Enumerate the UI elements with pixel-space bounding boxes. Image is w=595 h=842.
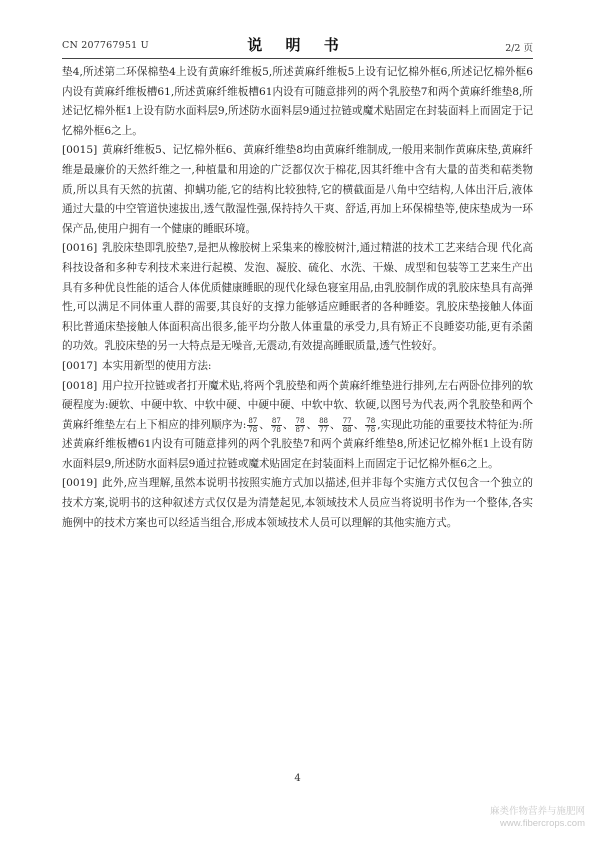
paragraph-text: 黄麻纤维板5、记忆棉外框6、黄麻纤维垫8均由黄麻纤维制成,一般用来制作黄麻床垫,黄麻纤维是最廉价的天然纤维之一,种植量和用途的广泛都仅次于棉花,因其纤维中含有大量的苗类和萜类物质,所以具有天然的抗菌、抑螨功能,它的结构比较独特,它的横截面是八角中空结构,人体出汗后,液体通过大量的中空管道快速拔出,透气散湿性强,保持持久干爽、舒适,再加上环保棉垫等,使床垫成为一环保产品,使用户拥有一个健康的睡眠环境。: [62, 144, 533, 235]
fraction-separator: 、: [259, 418, 270, 431]
fraction-denominator: 77: [319, 425, 329, 434]
paragraph-continuation: 垫4,所述第二环保棉垫4上设有黄麻纤维板5,所述黄麻纤维板5上设有记忆棉外框6,所述记忆棉外框6内设有黄麻纤维板槽61,所述黄麻纤维板槽61内设有可随意排列的两个乳胶垫7和两个黄麻纤维垫8,所述记忆棉外框1上设有防水面料层9,所述防水面料层9通过拉链或魔术贴固定在封装面料上而固定于记忆棉外框6之上。: [62, 66, 533, 137]
paragraph-text: 用户拉开拉链或者打开魔术贴,将两个乳胶垫和两个黄麻纤维垫进行排列,左右两卧位排列的软硬程度为:硬软、中硬中软、中软中硬、中硬中硬、中软中软、软硬,以图号为代表,两个乳胶垫和两个黄麻纤维垫左右上下相应的排列顺序为:: [62, 379, 533, 431]
paragraph-0017: [62, 357, 533, 377]
arrangement-fraction: [247, 417, 258, 434]
site-watermark: [490, 806, 585, 830]
page-indicator: 2/2 页: [505, 43, 533, 54]
paragraph-number: [0019]: [62, 477, 98, 490]
paragraph-number: [0018]: [62, 379, 98, 392]
arrangement-fraction: [271, 417, 282, 434]
paragraph-number: [0017]: [62, 359, 98, 372]
arrangement-fractions: [246, 416, 377, 434]
page-number: 4: [294, 773, 301, 784]
fraction-denominator: 78: [366, 425, 376, 434]
paragraph-text: 本实用新型的使用方法:: [102, 359, 212, 372]
page-header: [62, 30, 533, 59]
fraction-numerator: 87: [248, 416, 258, 425]
paragraph-text-continued: ,实现此功能的重要技术特征为:所述黄麻纤维板槽61内设有可随意排列的两个乳胶垫7和两个黄麻纤维垫8,所述记忆棉外框1上设有防水面料层9,所述防水面料层9通过拉链或魔术贴固定在封装面料上而固定于记忆棉外框6之上。: [62, 418, 534, 470]
paragraph-number: [0015]: [62, 144, 98, 157]
fraction-numerator: 78: [366, 416, 376, 425]
fraction-denominator: 78: [271, 425, 281, 434]
arrangement-fraction: [318, 417, 329, 434]
fraction-denominator: 87: [295, 425, 305, 434]
fraction-denominator: 78: [248, 425, 258, 434]
arrangement-fraction: [295, 417, 306, 434]
paragraph-text: 此外,应当理解,虽然本说明书按照实施方式加以描述,但并非每个实施方式仅包含一个独立的技术方案,说明书的这种叙述方式仅仅是为清楚起见,本领域技术人员应当将说明书作为一个整体,各实施例中的技术方案也可以经适当组合,形成本领域技术人员可以理解的其他实施方式。: [62, 477, 533, 529]
fraction-numerator: 78: [295, 416, 305, 425]
patent-number: CN 207767951 U: [62, 40, 149, 51]
document-title: 说 明 书: [247, 36, 348, 54]
fraction-separator: 、: [282, 418, 294, 431]
fraction-numerator: 77: [342, 416, 352, 425]
arrangement-fraction: [365, 417, 376, 434]
fraction-separator: 、: [353, 418, 365, 431]
paragraph-0018: [62, 377, 533, 475]
fraction-separator: 、: [306, 418, 318, 431]
paragraph-0015: [62, 141, 533, 239]
paragraph-0016: [62, 239, 533, 357]
paragraph-number: [0016]: [62, 242, 98, 255]
arrangement-fraction: [342, 417, 353, 434]
watermark-url: www.fibercrops.com: [500, 818, 585, 829]
fraction-numerator: 88: [319, 416, 329, 425]
watermark-title: 麻类作物营养与施肥网: [489, 806, 585, 817]
paragraph-text: 乳胶床垫即乳胶垫7,是把从橡胶树上采集来的橡胶树汁,通过精湛的技术工艺来结合现 代化高科技设备和多种专利技术来进行起模、发泡、凝胶、硫化、水洗、干燥、成型和包装等工艺来生产出具有多种优良性能的适合人体优质健康睡眠的现代化绿色寝室用品,由乳胶制作成的乳胶床垫具有高弹性,可以满足不同体重人群的需要,其良好的支撑力能够适应睡眠者的各种睡姿。乳胶床垫接触人体面积比普通床垫接触人体面积高出很多,能平均分散人体重量的承受力,具有矫正不良睡姿功能,更有杀菌的功效。乳胶床垫的另一大特点是无噪音,无震动,有效提高睡眠质量,透气性较好。: [62, 242, 533, 353]
fraction-separator: 、: [330, 418, 341, 431]
document-body: [62, 63, 533, 533]
paragraph-0019: [62, 474, 533, 533]
fraction-denominator: 88: [342, 425, 352, 434]
fraction-numerator: 87: [271, 416, 281, 425]
